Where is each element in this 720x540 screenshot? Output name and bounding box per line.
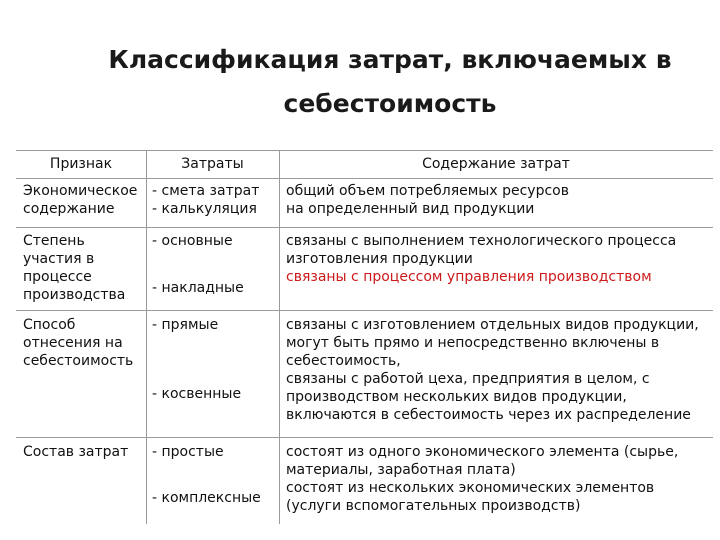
row-4-content: состоят из одного экономического элемента (сырье, материалы, заработная плата) состоят из нескольких экономических элементов (услуги вспомогательных производств): [286, 444, 679, 514]
row-3-content: связаны с изготовлением отдельных видов продукции, могут быть прямо и непосредственно включены в себестоимость, связаны с работой цеха, предприятия в целом, с производством нескольких видов продукции, включаются в себестоимость через их распределение: [286, 317, 699, 423]
row-1-costs: - смета затрат - калькуляция: [152, 183, 260, 217]
row-1-sign: Экономическое содержание: [23, 183, 138, 217]
header-sign: Признак: [49, 156, 113, 172]
row-1-content: общий объем потребляемых ресурсов на определенный вид продукции: [286, 183, 569, 217]
header-costs: Затраты: [181, 156, 244, 172]
row-4-cost-complex: - комплексные: [152, 490, 261, 506]
title-line-2: себестоимость: [283, 89, 497, 118]
row-3-cost-direct: - прямые: [152, 317, 219, 333]
row-4-sign: Состав затрат: [23, 444, 129, 460]
header-content: Содержание затрат: [422, 156, 570, 172]
row-3-cost-indirect: - косвенные: [152, 386, 242, 402]
row-2-cost-overhead: - накладные: [152, 280, 244, 296]
row-3-sign: Способ отнесения на себестоимость: [23, 317, 134, 369]
row-divider-2: [16, 310, 713, 311]
column-divider-1: [146, 150, 147, 524]
cost-classification-table: [16, 150, 716, 524]
overhead-description: связаны с процессом управления производством: [286, 269, 652, 285]
row-2-content: связаны с выполнением технологического процесса изготовления продукции связаны с процессом управления производством: [286, 233, 677, 285]
title-line-1: Классификация затрат, включаемых в: [108, 45, 672, 74]
row-2-cost-main: - основные: [152, 233, 233, 249]
row-divider-3: [16, 437, 713, 438]
header-divider: [16, 178, 713, 179]
column-divider-2: [279, 150, 280, 524]
row-divider-1: [16, 227, 713, 228]
row-2-sign: Степень участия в процессе производства: [23, 233, 126, 303]
table-top-border: [16, 150, 713, 151]
page-title: [60, 38, 720, 126]
row-4-cost-simple: - простые: [152, 444, 224, 460]
